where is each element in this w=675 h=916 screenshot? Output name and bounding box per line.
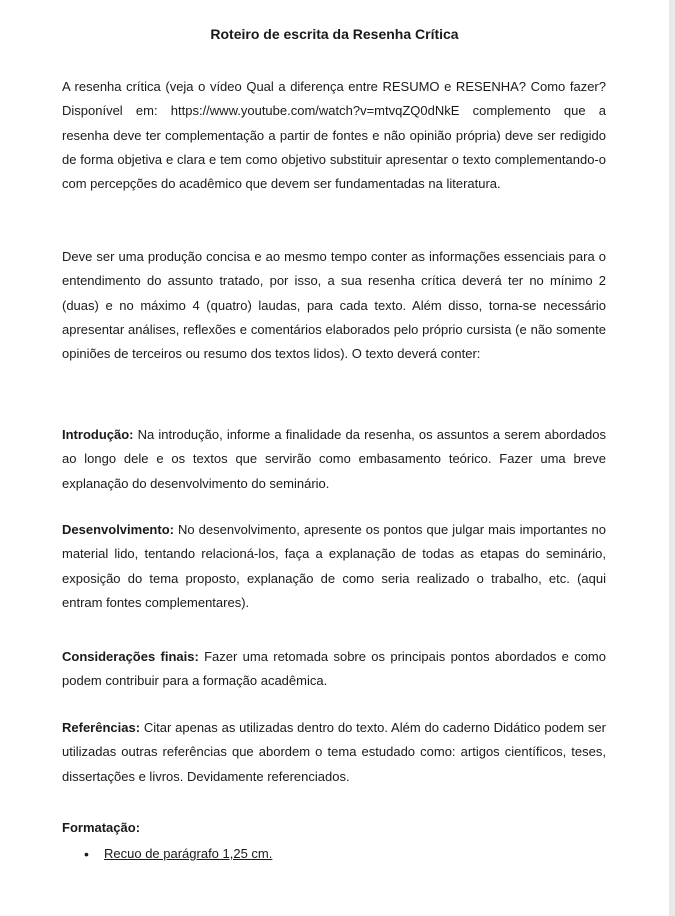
paragraph-producao: Deve ser uma produção concisa e ao mesmo tempo conter as informações essenciais para o entendimento do assunto tratado, por isso, a sua resenha crítica deverá ter no mínimo 2 (duas) e no máximo 4 (quatro) laudas, para cada texto. Além disso, torna-se necessário apresentar análises, reflexões e comentários elaborados pelo próprio cursista (e não somente opiniões de terceiros ou resumo dos textos lidos). O texto deverá conter:: [62, 249, 606, 362]
section-introducao-text: Na introdução, informe a finalidade da resenha, os assuntos a serem abordados ao longo dele e os textos que servirão como embasamento teórico. Fazer uma breve explanação do desenvolvimento do seminário.: [62, 427, 606, 491]
page-edge: [669, 0, 675, 916]
section-consideracoes-finais: [62, 645, 606, 694]
section-consideracoes-finais-text: Fazer uma retomada sobre os principais pontos abordados e como podem contribuir para a formação acadêmica.: [62, 649, 606, 689]
list-item: [62, 842, 272, 866]
section-desenvolvimento-label: Desenvolvimento:: [62, 522, 174, 537]
section-formatacao-label: Formatação:: [62, 820, 141, 835]
formatacao-list: [62, 842, 272, 866]
paragraph-intro-resenha: A resenha crítica (veja o vídeo Qual a diferença entre RESUMO e RESENHA? Como fazer? Disponível em: https://www.youtube.com/watch?v=mtvqZQ0dNkE complemento que a resenha deve ter complementação a partir de fontes e não opinião própria) deve ser redigido de forma objetiva e clara e tem como objetivo substituir apresentar o texto complementando-o com percepções do acadêmico que devem ser fundamentadas na literatura.: [62, 79, 606, 192]
section-referencias: [62, 716, 606, 789]
section-referencias-text: Citar apenas as utilizadas dentro do texto. Além do caderno Didático podem ser utilizadas outras referências que abordem o tema estudado como: artigos científicos, teses, dissertações e livros. Devidamente referenciados.: [62, 720, 606, 784]
section-consideracoes-finais-label: Considerações finais:: [62, 649, 199, 664]
document-title: Roteiro de escrita da Resenha Crítica: [210, 26, 459, 42]
list-item-text: Recuo de parágrafo 1,25 cm.: [104, 846, 273, 861]
section-referencias-label: Referências:: [62, 720, 141, 735]
section-desenvolvimento-text: No desenvolvimento, apresente os pontos que julgar mais importantes no material lido, tentando relacioná-los, faça a explanação de todas as etapas do seminário, exposição do tema proposto, explanação de como seria realizado o trabalho, etc. (aqui entram fontes complementares).: [62, 522, 606, 610]
section-introducao-label: Introdução:: [62, 427, 134, 442]
section-introducao: [62, 423, 606, 496]
section-desenvolvimento: [62, 518, 606, 615]
